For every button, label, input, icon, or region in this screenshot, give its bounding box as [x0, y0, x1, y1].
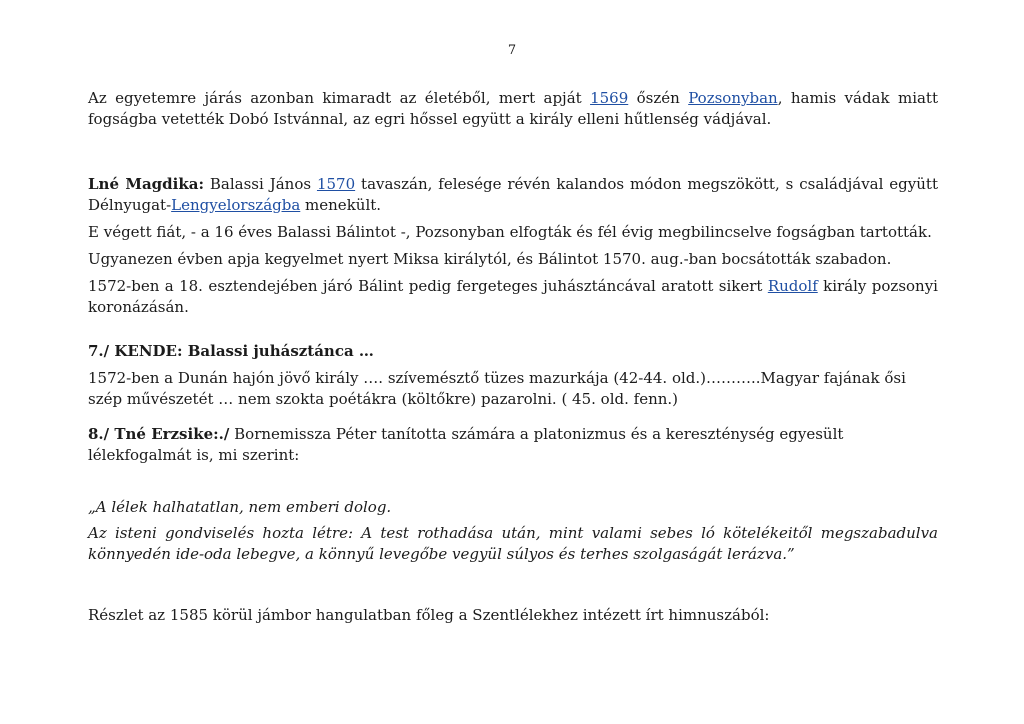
- link-rudolf[interactable]: Rudolf: [767, 277, 818, 295]
- paragraph-bornemissza: [88, 424, 938, 466]
- paragraph-text: őszén: [628, 89, 689, 107]
- link-1569[interactable]: 1569: [590, 89, 629, 107]
- paragraph-coronation: [88, 276, 938, 318]
- paragraph-pardon: Ugyanezen évben apja kegyelmet nyert Miksa királytól, és Bálintot 1570. aug.-ban bocsátották szabadon.: [88, 250, 892, 268]
- paragraph-text: menekült.: [300, 196, 382, 214]
- section-heading-7: 7./ KENDE: Balassi juhásztánca …: [88, 342, 374, 360]
- link-1570[interactable]: 1570: [316, 175, 356, 193]
- quote-line-1: „A lélek halhatatlan, nem emberi dolog.: [88, 498, 392, 516]
- paragraph-text: Bornemissza Péter tanította számára a platonizmus és a kereszténység egyesült lélekfogalmát is, mi szerint:: [88, 425, 844, 464]
- speaker-label: Lné Magdika:: [88, 175, 204, 193]
- section-heading-8: 8./ Tné Erzsike:./: [88, 425, 230, 443]
- document-body: [88, 88, 938, 626]
- paragraph-text: tavaszán, felesége révén kalandos módon megszökött, s családjával együtt Délnyugat-: [88, 175, 938, 214]
- paragraph-imprisonment: [88, 88, 938, 130]
- paragraph-captured: E végett fiát, - a 16 éves Balassi Bálintot -, Pozsonyban elfogták és fél évig megbilincselve fogságban tartották.: [88, 223, 932, 241]
- page-number: 7: [507, 43, 517, 58]
- link-pozsonyban[interactable]: Pozsonyban: [688, 89, 778, 107]
- paragraph-text: , hamis vádak miatt fogságba vetették Dobó Istvánnal, az egri hőssel együtt a király elleni hűtlenség vádjával.: [88, 89, 938, 128]
- quote-line-2: Az isteni gondviselés hozta létre: A test rothadása után, mint valami sebes ló kötelékeitől megszabadulva könnyedén ide-oda lebegve, a könnyű levegőbe vegyül súlyos és terhes szolgaságát lerázva.”: [88, 524, 938, 563]
- paragraph-text: 1572-ben a 18. esztendejében járó Bálint pedig fergeteges juhásztáncával aratott sikert: [88, 277, 768, 295]
- paragraph-escape: [88, 174, 938, 216]
- paragraph-text: Balassi János: [204, 175, 317, 193]
- paragraph-text: Az egyetemre járás azonban kimaradt az életéből, mert apját: [88, 89, 591, 107]
- paragraph-hymn-intro: Részlet az 1585 körül jámbor hangulatban főleg a Szentlélekhez intézett írt himnuszából:: [88, 606, 770, 624]
- paragraph-text: király pozsonyi koronázásán.: [88, 277, 938, 316]
- paragraph-mazurka: 1572-ben a Dunán hajón jövő király …. szívemésztő tüzes mazurkája (42-44. old.)………..Magyar fajának ősi szép művészetét … nem szokta poétákra (költőkre) pazarolni. ( 45. old. fenn.): [88, 369, 906, 408]
- link-lengyelorszagba[interactable]: Lengyelországba: [171, 196, 301, 214]
